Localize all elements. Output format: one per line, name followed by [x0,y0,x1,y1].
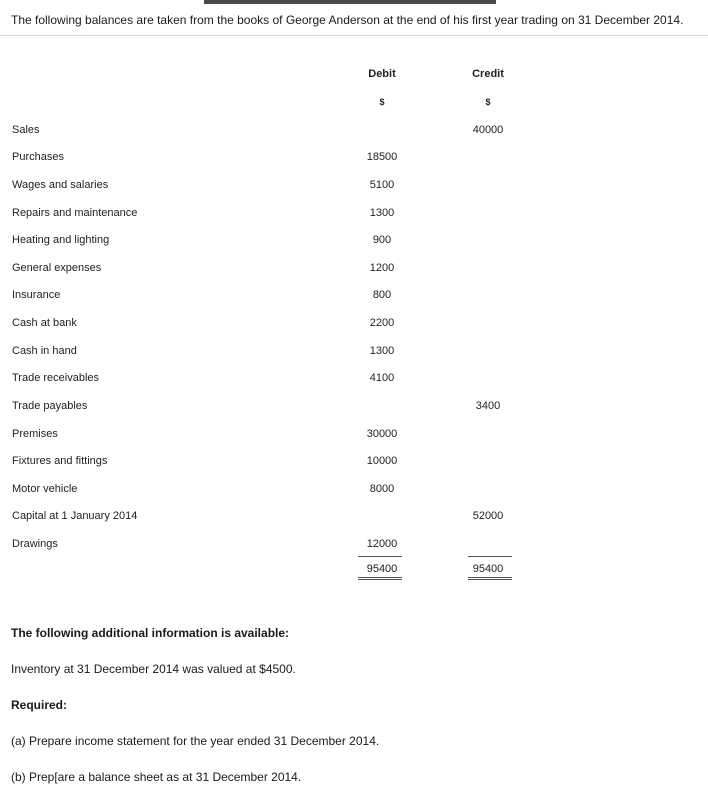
row-label: Cash at bank [12,317,77,329]
top-bar [204,0,496,4]
row-label: Trade payables [12,400,88,412]
inventory-note: Inventory at 31 December 2014 was valued at $4500. [11,662,296,676]
row-debit: 800 [372,289,392,301]
row-debit: 30000 [366,428,398,440]
intro-text: The following balances are taken from the books of George Anderson at the end of his first year trading on 31 December 2014. [11,13,684,27]
row-label: Cash in hand [12,345,77,357]
row-credit: 40000 [472,124,504,136]
credit-subtotal-rule [468,556,512,557]
row-label: Fixtures and fittings [12,455,108,467]
row-debit: 18500 [366,151,398,163]
row-label: Premises [12,428,58,440]
debit-currency: $ [379,97,385,107]
row-label: Heating and lighting [12,234,110,246]
row-label: Insurance [12,289,61,301]
intro-divider [0,35,708,36]
additional-info-heading: The following additional information is available: [11,626,290,640]
requirement-b: (b) Prep[are a balance sheet as at 31 December 2014. [11,770,302,784]
row-label: Capital at 1 January 2014 [12,510,138,522]
requirement-a: (a) Prepare income statement for the year ended 31 December 2014. [11,734,380,748]
row-label: Trade receivables [12,372,100,384]
credit-total: 95400 [472,563,504,575]
credit-header: Credit [472,68,504,80]
row-label: General expenses [12,262,102,274]
credit-currency: $ [485,97,491,107]
row-debit: 8000 [369,483,395,495]
row-label: Wages and salaries [12,179,109,191]
row-debit: 12000 [366,538,398,550]
row-debit: 1300 [369,345,395,357]
credit-total-rule [468,577,512,580]
row-label: Drawings [12,538,58,550]
row-debit: 4100 [369,372,395,384]
row-label: Repairs and maintenance [12,207,138,219]
row-credit: 3400 [475,400,501,412]
row-debit: 900 [372,234,392,246]
row-credit: 52000 [472,510,504,522]
required-heading: Required: [11,698,68,712]
row-label: Purchases [12,151,64,163]
debit-header: Debit [368,68,396,80]
debit-total: 95400 [366,563,398,575]
debit-total-rule [358,577,402,580]
row-debit: 2200 [369,317,395,329]
row-debit: 1200 [369,262,395,274]
row-debit: 1300 [369,207,395,219]
row-debit: 5100 [369,179,395,191]
row-label: Sales [12,124,40,136]
debit-subtotal-rule [358,556,402,557]
row-label: Motor vehicle [12,483,78,495]
row-debit: 10000 [366,455,398,467]
